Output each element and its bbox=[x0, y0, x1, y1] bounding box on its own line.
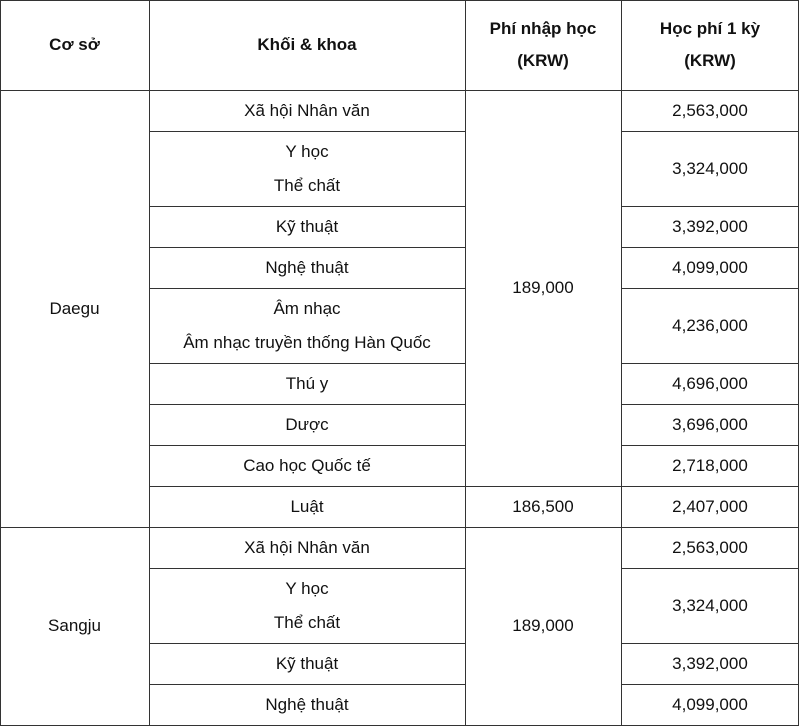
campus-name: Sangju bbox=[48, 616, 101, 635]
tuition-cell bbox=[621, 486, 799, 527]
table-border bbox=[621, 643, 799, 644]
dept-name: Cao học Quốc tế bbox=[243, 455, 371, 475]
table-border bbox=[0, 527, 799, 528]
table-border bbox=[149, 486, 466, 487]
tuition-value: 4,099,000 bbox=[672, 257, 748, 277]
dept-name: Xã hội Nhân văn bbox=[244, 537, 370, 557]
table-border bbox=[149, 247, 466, 248]
dept-cell bbox=[149, 247, 465, 288]
header-dept-label: Khối & khoa bbox=[257, 35, 357, 54]
table-border bbox=[621, 684, 799, 685]
dept-cell bbox=[149, 363, 465, 404]
table-border bbox=[621, 363, 799, 364]
dept-name: Thú y bbox=[285, 373, 329, 393]
table-border bbox=[149, 288, 466, 289]
dept-name: Xã hội Nhân văn bbox=[244, 100, 370, 120]
dept-cell bbox=[149, 131, 465, 206]
dept-name: Âm nhạc truyền thống Hàn Quốc bbox=[183, 332, 431, 352]
table-border bbox=[465, 527, 622, 528]
tuition-cell bbox=[621, 404, 799, 445]
table-border bbox=[465, 0, 466, 726]
table-border bbox=[149, 404, 466, 405]
table-border bbox=[621, 131, 799, 132]
admission-fee-cell bbox=[465, 527, 621, 725]
tuition-cell bbox=[621, 363, 799, 404]
dept-name: Y học bbox=[285, 578, 329, 598]
tuition-value: 4,696,000 bbox=[672, 373, 748, 393]
header-tuition-line: Học phí 1 kỳ bbox=[659, 19, 761, 38]
tuition-cell bbox=[621, 445, 799, 486]
header-dept bbox=[149, 0, 465, 90]
tuition-value: 4,236,000 bbox=[672, 315, 748, 335]
dept-name: Kỹ thuật bbox=[275, 216, 339, 236]
tuition-value: 3,324,000 bbox=[672, 158, 748, 178]
dept-name: Kỹ thuật bbox=[275, 653, 339, 673]
table-border bbox=[621, 288, 799, 289]
dept-name: Y học bbox=[285, 141, 329, 161]
tuition-cell bbox=[621, 288, 799, 363]
admission-fee-value: 189,000 bbox=[512, 278, 574, 297]
tuition-value: 3,696,000 bbox=[672, 414, 748, 434]
dept-cell bbox=[149, 206, 465, 247]
table-border bbox=[465, 486, 622, 487]
table-border bbox=[0, 90, 799, 91]
table-border bbox=[621, 486, 799, 487]
table-border bbox=[149, 206, 466, 207]
dept-cell bbox=[149, 568, 465, 643]
admission-fee-cell bbox=[465, 90, 621, 486]
dept-cell bbox=[149, 404, 465, 445]
table-border bbox=[621, 247, 799, 248]
table-border bbox=[149, 684, 466, 685]
table-border bbox=[149, 568, 466, 569]
table-border bbox=[149, 643, 466, 644]
dept-name: Thể chất bbox=[273, 175, 341, 195]
tuition-value: 2,718,000 bbox=[672, 455, 748, 475]
campus-cell bbox=[0, 527, 149, 725]
dept-cell bbox=[149, 684, 465, 725]
tuition-cell bbox=[621, 643, 799, 684]
dept-cell bbox=[149, 288, 465, 363]
table-border bbox=[621, 206, 799, 207]
admission-fee-value: 186,500 bbox=[512, 496, 574, 516]
header-admission-fee-line: Phí nhập học bbox=[489, 19, 597, 38]
dept-cell bbox=[149, 486, 465, 527]
table-border bbox=[149, 131, 466, 132]
dept-name: Luật bbox=[290, 496, 324, 516]
dept-cell bbox=[149, 90, 465, 131]
table-border bbox=[621, 445, 799, 446]
dept-cell bbox=[149, 643, 465, 684]
table-border bbox=[621, 0, 622, 726]
tuition-cell bbox=[621, 247, 799, 288]
header-campus bbox=[0, 0, 149, 90]
tuition-cell bbox=[621, 527, 799, 568]
table-border bbox=[621, 568, 799, 569]
admission-fee-value: 189,000 bbox=[512, 616, 574, 635]
dept-name: Âm nhạc bbox=[273, 298, 341, 318]
header-tuition bbox=[621, 0, 799, 90]
tuition-value: 2,563,000 bbox=[672, 537, 748, 557]
tuition-cell bbox=[621, 206, 799, 247]
dept-cell bbox=[149, 445, 465, 486]
table-border bbox=[0, 0, 799, 1]
dept-cell bbox=[149, 527, 465, 568]
tuition-cell bbox=[621, 684, 799, 725]
header-admission-fee-unit: (KRW) bbox=[517, 51, 569, 70]
admission-fee-cell bbox=[465, 486, 621, 527]
header-tuition-unit: (KRW) bbox=[684, 51, 736, 70]
tuition-cell bbox=[621, 131, 799, 206]
dept-name: Thể chất bbox=[273, 612, 341, 632]
tuition-value: 3,324,000 bbox=[672, 595, 748, 615]
campus-cell bbox=[0, 90, 149, 527]
tuition-value: 2,407,000 bbox=[672, 496, 748, 516]
table-border bbox=[621, 404, 799, 405]
table-border bbox=[149, 445, 466, 446]
tuition-cell bbox=[621, 90, 799, 131]
table-border bbox=[149, 363, 466, 364]
campus-name: Daegu bbox=[49, 298, 100, 318]
dept-name: Nghệ thuật bbox=[265, 694, 349, 714]
dept-name: Dược bbox=[285, 414, 329, 434]
tuition-value: 3,392,000 bbox=[672, 653, 748, 673]
table-border bbox=[0, 0, 1, 726]
header-campus-label: Cơ sở bbox=[49, 35, 100, 54]
tuition-value: 3,392,000 bbox=[672, 216, 748, 236]
table-border bbox=[149, 0, 150, 726]
tuition-cell bbox=[621, 568, 799, 643]
dept-name: Nghệ thuật bbox=[265, 257, 349, 277]
tuition-value: 4,099,000 bbox=[672, 694, 748, 714]
tuition-value: 2,563,000 bbox=[672, 100, 748, 120]
header-admission-fee bbox=[465, 0, 621, 90]
